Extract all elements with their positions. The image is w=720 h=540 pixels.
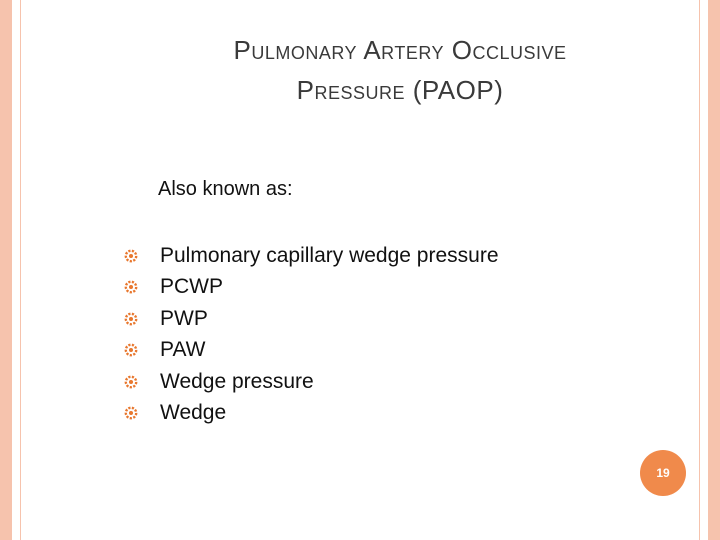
- bullet-text: Wedge pressure: [160, 369, 314, 393]
- bullet-item: [124, 335, 499, 367]
- bullet-item: [124, 303, 499, 335]
- bullet-item: [124, 398, 499, 430]
- slide-title: [110, 30, 690, 110]
- slide-frame-right-line: [699, 0, 700, 540]
- sunburst-bullet-icon: [124, 312, 138, 326]
- bullet-text: Pulmonary capillary wedge pressure: [160, 243, 499, 267]
- bullet-item: [124, 366, 499, 398]
- bullet-text: Wedge: [160, 401, 227, 425]
- sunburst-bullet-icon: [124, 406, 138, 420]
- sunburst-bullet-icon: [124, 280, 138, 294]
- bullet-item: [124, 240, 499, 272]
- sunburst-bullet-icon: [124, 375, 138, 389]
- bullet-list: [124, 240, 499, 429]
- slide-title-line-1: Pulmonary Artery Occlusive: [233, 35, 567, 65]
- slide-title-line-2: Pressure (PAOP): [296, 75, 504, 105]
- bullet-text: PCWP: [160, 275, 223, 299]
- slide-frame-left: [0, 0, 12, 540]
- slide-frame-left-line: [20, 0, 21, 540]
- intro-text: Also known as:: [158, 178, 293, 200]
- page-number-badge: 19: [640, 450, 686, 496]
- sunburst-bullet-icon: [124, 343, 138, 357]
- bullet-item: [124, 272, 499, 304]
- bullet-text: PWP: [160, 306, 208, 330]
- sunburst-bullet-icon: [124, 249, 138, 263]
- bullet-text: PAW: [160, 338, 206, 362]
- slide-frame-right: [708, 0, 720, 540]
